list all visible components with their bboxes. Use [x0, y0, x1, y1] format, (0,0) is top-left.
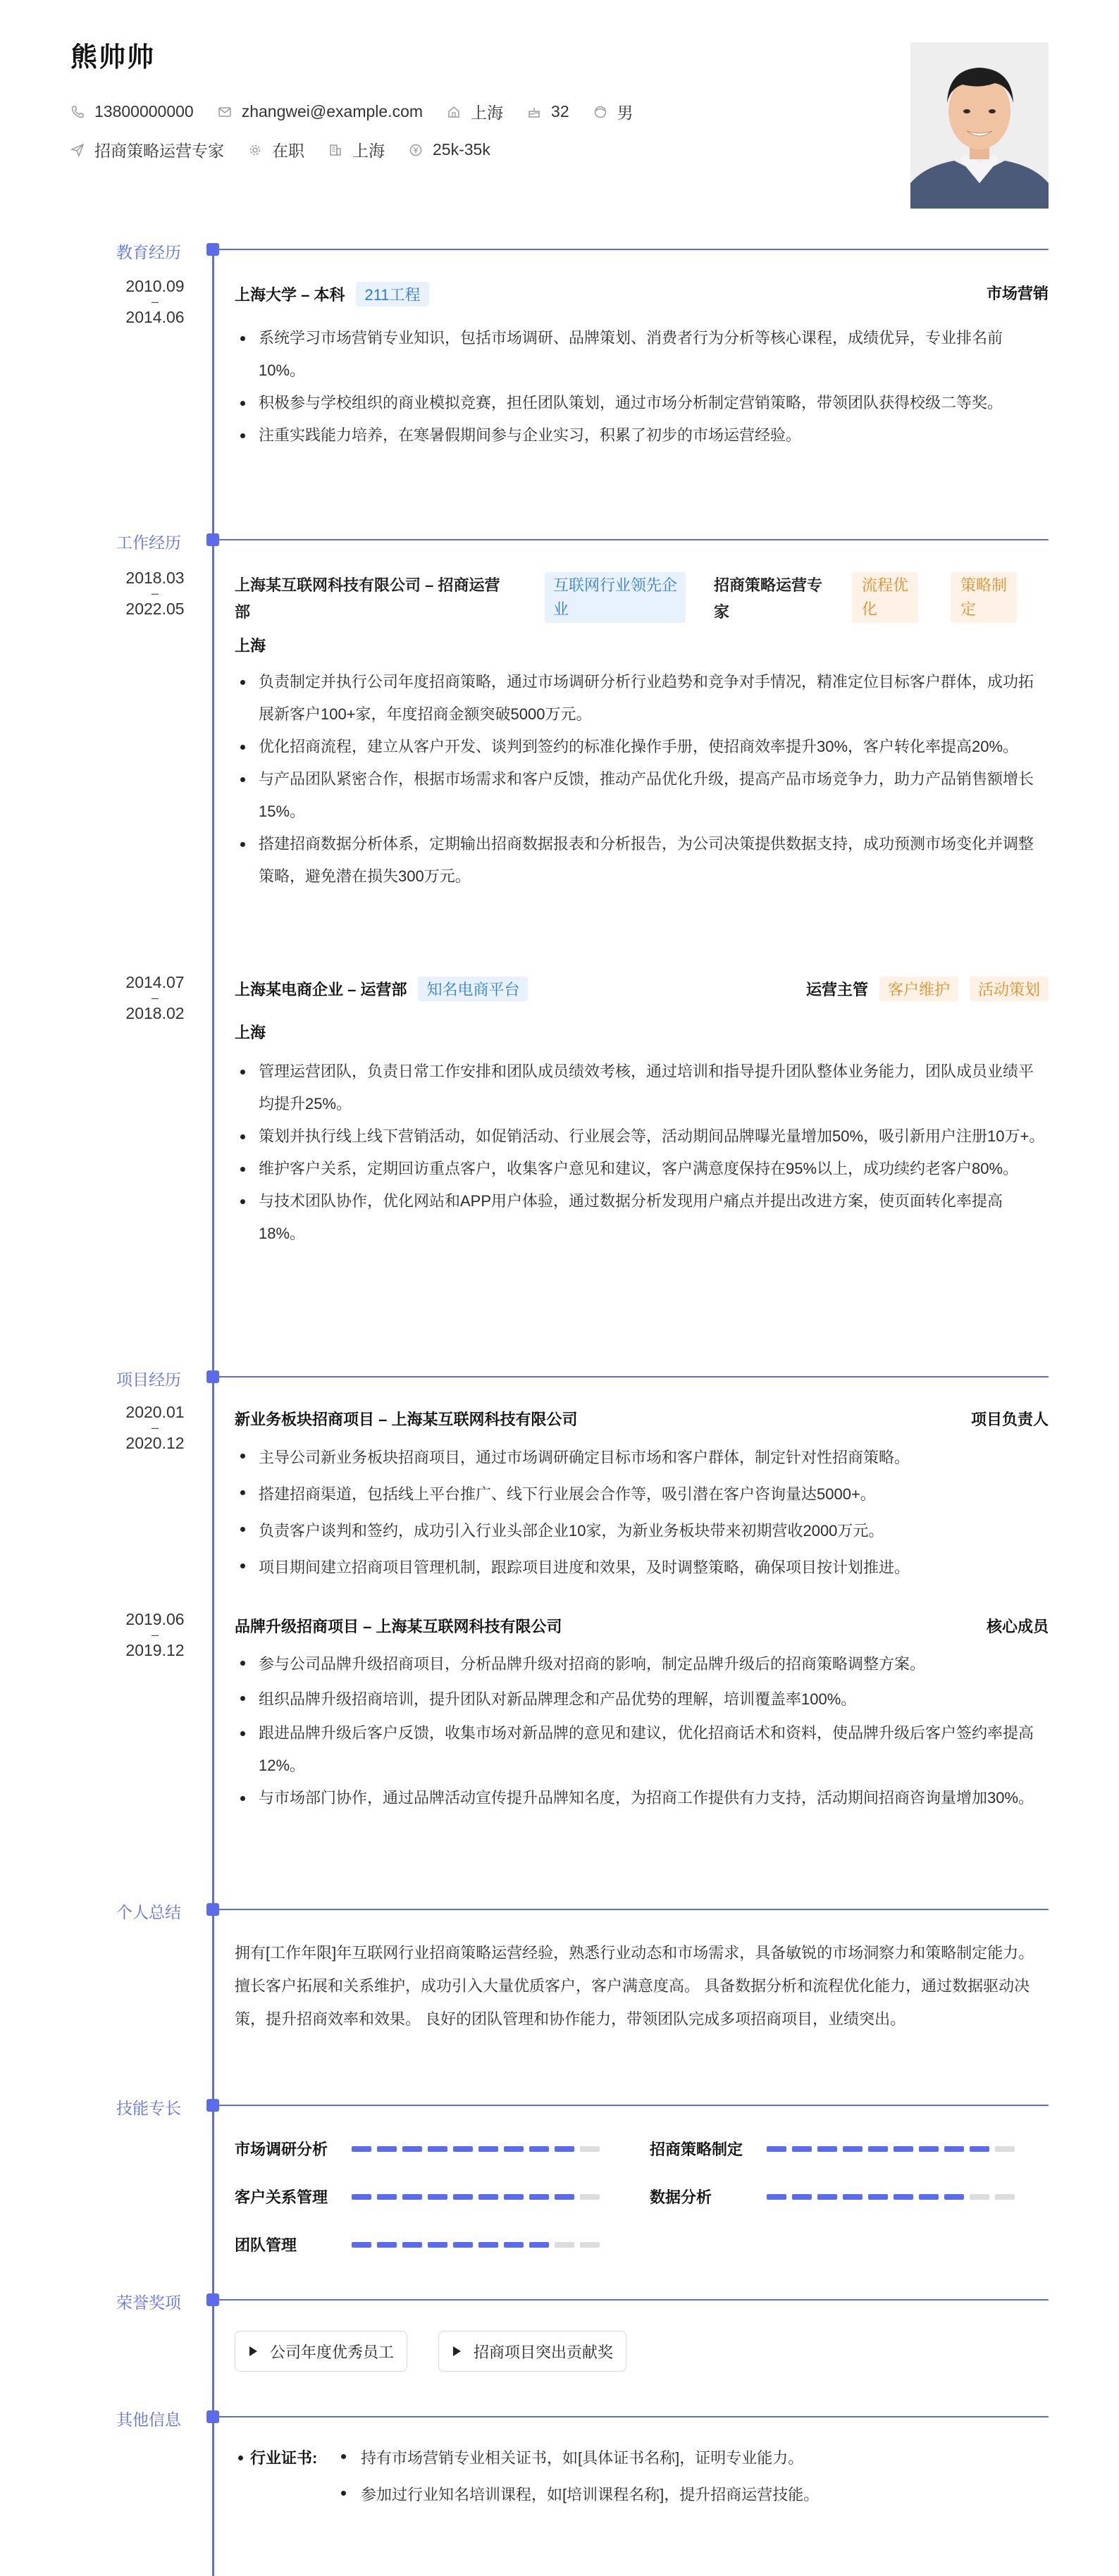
building-icon [328, 143, 342, 157]
company-name: 上海某互联网科技有限公司 – 招商运营 部 [235, 576, 500, 621]
skill-segment-filled [894, 2146, 913, 2152]
work-start: 2018.03 [125, 569, 185, 587]
work-date-1 [99, 568, 211, 619]
project-entry-1 [235, 1408, 1049, 1586]
skill-segment-filled [919, 2146, 939, 2152]
skill-segment-filled [529, 2242, 549, 2248]
skill-level-bar [352, 2146, 605, 2152]
skill-item [235, 2138, 605, 2160]
skill-segment-filled [377, 2242, 397, 2248]
list-item: 跟进品牌升级后客户反馈，收集市场对新品牌的意见和建议，优化招商话术和资料，使品牌升级后客户签约率提高12%。 [235, 1717, 1049, 1782]
skill-segment-filled [767, 2146, 786, 2152]
age-value: 32 [551, 102, 569, 120]
skill-tag: 活动策划 [970, 977, 1049, 1001]
skill-segment-filled [792, 2194, 812, 2200]
mail-icon [218, 105, 232, 119]
list-item: 参与公司品牌升级招商项目，分析品牌升级对招商的影响，制定品牌升级后的招商策略调整方案。 [235, 1647, 1049, 1682]
work-section-marker [206, 533, 219, 546]
date-separator: – [151, 295, 159, 309]
work-entry-1 [235, 572, 1049, 893]
skill-segment-filled [428, 2242, 447, 2248]
skill-segment-filled [352, 2146, 371, 2152]
work-date-2 [99, 972, 211, 1023]
phone-value: 13800000000 [94, 102, 194, 120]
gender-item [593, 100, 633, 123]
target-city-item [328, 138, 385, 161]
honors-section-divider [218, 2299, 1049, 2301]
education-entry [235, 282, 1049, 452]
skill-segment-filled [817, 2146, 837, 2152]
profile-photo [910, 42, 1049, 209]
target-position-value: 招商策略运营专家 [94, 142, 224, 160]
list-item: 参加过行业知名培训课程，如[培训课程名称]，提升招商运营技能。 [338, 2483, 819, 2505]
skill-tag: 客户维护 [879, 977, 958, 1001]
work-start: 2014.07 [125, 973, 185, 991]
date-separator: – [151, 1628, 159, 1642]
skill-segment-filled [402, 2194, 422, 2200]
skill-item [235, 2234, 605, 2255]
summary-section-divider [218, 1909, 1049, 1910]
skill-segment-filled [944, 2194, 964, 2200]
company-tag: 互联网行业领先企 业 [545, 572, 686, 623]
email-item [218, 102, 423, 121]
summary-section-marker [206, 1903, 219, 1916]
education-date [99, 276, 211, 327]
phone-item [70, 102, 194, 121]
age-item [527, 102, 569, 121]
skills-section-marker [206, 2099, 219, 2112]
skill-segment-filled [478, 2146, 498, 2152]
company-name: 上海某电商企业 – 运营部 [235, 981, 407, 998]
skill-segment-filled [377, 2146, 397, 2152]
work-section-title: 工作经历 [116, 533, 181, 552]
skill-segment-empty [995, 2194, 1015, 2200]
send-icon [70, 143, 85, 157]
skill-segment-filled [868, 2194, 888, 2200]
education-section-divider [218, 249, 1049, 250]
honors-section-title: 荣誉奖项 [116, 2293, 181, 2312]
project-header-2 [235, 1615, 1049, 1637]
list-item: 主导公司新业务板块招商项目，通过市场调研确定目标市场和客户群体，制定针对性招商策略。 [235, 1439, 1049, 1476]
job-intent-row [70, 138, 514, 161]
project-role: 核心成员 [986, 1618, 1049, 1635]
list-item: 与技术团队协作，优化网站和APP用户体验，通过数据分析发现用户痛点并提出改进方案，使页面转化率提高18%。 [235, 1185, 1049, 1250]
salary-value: 25k-35k [433, 140, 490, 159]
status-value: 在职 [272, 142, 304, 160]
education-start: 2010.09 [125, 277, 185, 295]
skill-segment-empty [970, 2194, 989, 2200]
work-city: 上海 [235, 637, 266, 655]
skill-name: 团队管理 [235, 2236, 297, 2254]
skill-segment-filled [478, 2194, 498, 2200]
projects-section-title: 项目经历 [116, 1370, 181, 1389]
skills-section-title: 技能专长 [116, 2099, 181, 2117]
skill-segment-filled [504, 2146, 524, 2152]
work-bullets-2 [235, 1055, 1049, 1250]
project-header-1 [235, 1408, 1049, 1430]
target-position-item [70, 138, 224, 161]
skill-segment-filled [555, 2146, 574, 2152]
skill-segment-filled [453, 2242, 473, 2248]
work-end: 2018.02 [125, 1004, 185, 1022]
skill-segment-filled [402, 2242, 422, 2248]
project-date-2 [99, 1609, 211, 1660]
skill-level-bar [767, 2194, 1020, 2200]
skill-segment-filled [919, 2194, 939, 2200]
honors-section-marker [206, 2293, 219, 2306]
skill-level-bar [767, 2146, 1020, 2152]
list-item: 策划并执行线上线下营销活动，如促销活动、行业展会等，活动期间品牌曝光量增加50%，吸引新用户注册10万+。 [235, 1120, 1049, 1153]
school-name: 上海大学 – 本科 [235, 286, 345, 304]
target-city-value: 上海 [352, 142, 385, 160]
list-item: 与产品团队紧密合作，根据市场需求和客户反馈，推动产品优化升级，提高产品市场竞争力，助力产品销售额增长15%。 [235, 763, 1049, 828]
skill-segment-filled [944, 2146, 964, 2152]
education-section-title: 教育经历 [116, 243, 181, 261]
skill-item [235, 2186, 605, 2207]
skill-segment-filled [843, 2194, 863, 2200]
skill-segment-filled [504, 2194, 524, 2200]
salary-item [409, 140, 490, 159]
list-item: 系统学习市场营销专业知识，包括市场调研、品牌策划、消费者行为分析等核心课程，成绩优异，专业排名前10%。 [235, 322, 1049, 387]
projects-section-divider [218, 1376, 1049, 1377]
skill-segment-filled [970, 2146, 989, 2152]
email-value: zhangwei@example.com [241, 102, 424, 120]
skill-segment-filled [817, 2194, 837, 2200]
other-section-marker [206, 2410, 219, 2423]
skill-segment-filled [555, 2194, 574, 2200]
skill-segment-filled [453, 2146, 473, 2152]
work-entry-2 [235, 977, 1049, 1250]
contact-row [70, 100, 657, 123]
list-item: 搭建招商数据分析体系，定期输出招商数据报表和分析报告，为公司决策提供数据支持，成功预测市场变化并调整策略，避免潜在损失300万元。 [235, 828, 1049, 893]
list-item: 优化招商流程，建立从客户开发、谈判到签约的标准化操作手册，使招商效率提升30%，客户转化率提高20%。 [235, 731, 1049, 763]
skill-segment-filled [504, 2242, 524, 2248]
skill-segment-filled [843, 2146, 863, 2152]
project-bullets-2 [235, 1647, 1049, 1814]
user-icon [593, 105, 607, 119]
status-item [248, 138, 304, 161]
skill-level-bar [352, 2194, 605, 2200]
list-item: 组织品牌升级招商培训，提升团队对新品牌理念和产品优势的理解，培训覆盖率100%。 [235, 1682, 1049, 1717]
skill-segment-filled [453, 2194, 473, 2200]
project-start: 2019.06 [125, 1610, 185, 1628]
list-item: 管理运营团队，负责日常工作安排和团队成员绩效考核，通过培训和指导提升团队整体业务能力，团队成员业绩平均提升25%。 [235, 1055, 1049, 1120]
list-item: 负责制定并执行公司年度招商策略，通过市场调研分析行业趋势和竞争对手情况，精准定位目标客户群体，成功拓展新客户100+家，年度招商金额突破5000万元。 [235, 666, 1049, 731]
other-bullet [238, 2456, 243, 2460]
skills-section-divider [218, 2105, 1049, 2106]
work-section-divider [218, 539, 1049, 540]
education-header [235, 282, 1049, 306]
project-date-1 [99, 1402, 211, 1453]
skill-name: 市场调研分析 [235, 2141, 328, 2158]
major: 市场营销 [986, 285, 1049, 302]
skill-segment-empty [580, 2194, 600, 2200]
honor-name: 招商项目突出贡献奖 [474, 2343, 614, 2361]
list-item: 搭建招商渠道，包括线上平台推广、线下行业展会合作等，吸引潜在客户咨询量达5000+。 [235, 1476, 1049, 1513]
skill-segment-filled [529, 2194, 549, 2200]
list-item: 积极参与学校组织的商业模拟竞赛，担任团队策划，通过市场分析制定营销策略，带领团队获得校级二等奖。 [235, 387, 1049, 419]
other-section-title: 其他信息 [116, 2410, 181, 2429]
education-bullets [235, 322, 1049, 452]
list-item: 项目期间建立招商项目管理机制，跟踪项目进度和效果，及时调整策略，确保项目按计划推进。 [235, 1549, 1049, 1586]
date-separator: – [151, 1420, 159, 1435]
project-bullets-1 [235, 1439, 1049, 1586]
phone-icon [70, 105, 85, 119]
date-separator: – [151, 991, 159, 1005]
skill-tag: 策略制 定 [951, 572, 1017, 623]
honor-item [438, 2331, 626, 2372]
list-item: 注重实践能力培养，在寒暑假期间参与企业实习，积累了初步的市场运营经验。 [235, 419, 1049, 452]
gender-value: 男 [617, 104, 633, 122]
list-item: 负责客户谈判和签约，成功引入行业头部企业10家，为新业务板块带来初期营收2000万元。 [235, 1513, 1049, 1549]
skill-name: 数据分析 [650, 2188, 712, 2206]
skill-segment-empty [995, 2146, 1015, 2152]
work-header-2 [235, 977, 1049, 1001]
project-role: 项目负责人 [970, 1411, 1049, 1428]
projects-section-marker [206, 1370, 219, 1383]
skill-item [650, 2138, 1020, 2160]
project-start: 2020.01 [125, 1403, 185, 1421]
play-icon [453, 2346, 461, 2356]
skill-segment-filled [478, 2242, 498, 2248]
education-section-marker [206, 243, 219, 256]
skill-segment-filled [428, 2146, 447, 2152]
skill-segment-filled [894, 2194, 913, 2200]
skill-segment-filled [352, 2242, 371, 2248]
skill-segment-filled [767, 2194, 786, 2200]
work-header-1 [235, 572, 1049, 628]
skill-tag: 流程优 化 [852, 572, 918, 623]
skill-segment-filled [377, 2194, 397, 2200]
job-role: 招商策略运营专 家 [714, 576, 823, 621]
summary-text: 拥有[工作年限]年互联网行业招商策略运营经验，熟悉行业动态和市场需求，具备敏锐的市场洞察力和策略制定能力。 擅长客户拓展和关系维护，成功引入大量优质客户，客户满意度高。 具备数据分析和流程优化能力，通过数据驱动决策，提升招商效率和效果。 良好的团队管理和协作能力，带领团队完成多项招商项目，业绩突出。 [235, 1944, 1034, 2028]
other-label: 行业证书: [250, 2449, 318, 2467]
skill-segment-filled [529, 2146, 549, 2152]
skill-segment-empty [580, 2242, 600, 2248]
education-end: 2014.06 [125, 308, 185, 326]
summary-section-title: 个人总结 [116, 1903, 181, 1921]
cake-icon [527, 105, 541, 119]
project-end: 2019.12 [125, 1641, 185, 1659]
list-item: 与市场部门协作，通过品牌活动宣传提升品牌知名度，为招商工作提供有力支持，活动期间招商咨询量增加30%。 [235, 1782, 1049, 1814]
skill-item [650, 2186, 1020, 2207]
skill-name: 客户关系管理 [235, 2188, 328, 2206]
skill-segment-empty [580, 2146, 600, 2152]
skill-segment-filled [352, 2194, 371, 2200]
skill-level-bar [352, 2242, 605, 2248]
honor-item [235, 2331, 407, 2372]
skill-segment-filled [402, 2146, 422, 2152]
company-tag: 知名电商平台 [418, 977, 528, 1001]
project-end: 2020.12 [125, 1434, 185, 1452]
candidate-name: 熊帅帅 [70, 43, 156, 73]
skill-segment-empty [555, 2242, 574, 2248]
skill-segment-filled [868, 2146, 888, 2152]
skill-segment-filled [428, 2194, 447, 2200]
list-item: 维护客户关系，定期回访重点客户，收集客户意见和建议，客户满意度保持在95%以上，成功续约老客户80%。 [235, 1153, 1049, 1185]
location-item [447, 100, 503, 123]
play-icon [249, 2346, 257, 2356]
honor-name: 公司年度优秀员工 [270, 2343, 395, 2361]
date-separator: – [151, 586, 159, 600]
location-value: 上海 [471, 104, 504, 122]
skill-segment-filled [792, 2146, 812, 2152]
gear-icon [248, 143, 262, 157]
home-icon [447, 105, 461, 119]
other-section-divider [218, 2416, 1049, 2417]
list-item: 持有市场营销专业相关证书，如[具体证书名称]，证明专业能力。 [338, 2446, 803, 2468]
timeline-spine [212, 248, 214, 2576]
school-tag: 211工程 [356, 282, 428, 306]
work-city: 上海 [235, 1024, 266, 1041]
project-name: 新业务板块招商项目 – 上海某互联网科技有限公司 [235, 1411, 578, 1428]
work-end: 2022.05 [125, 600, 185, 618]
skill-name: 招商策略制定 [650, 2141, 743, 2158]
work-bullets-1 [235, 666, 1049, 893]
project-entry-2 [235, 1615, 1049, 1814]
job-role: 运营主管 [805, 981, 868, 998]
project-name: 品牌升级招商项目 – 上海某互联网科技有限公司 [235, 1618, 562, 1635]
coin-icon [409, 143, 423, 157]
